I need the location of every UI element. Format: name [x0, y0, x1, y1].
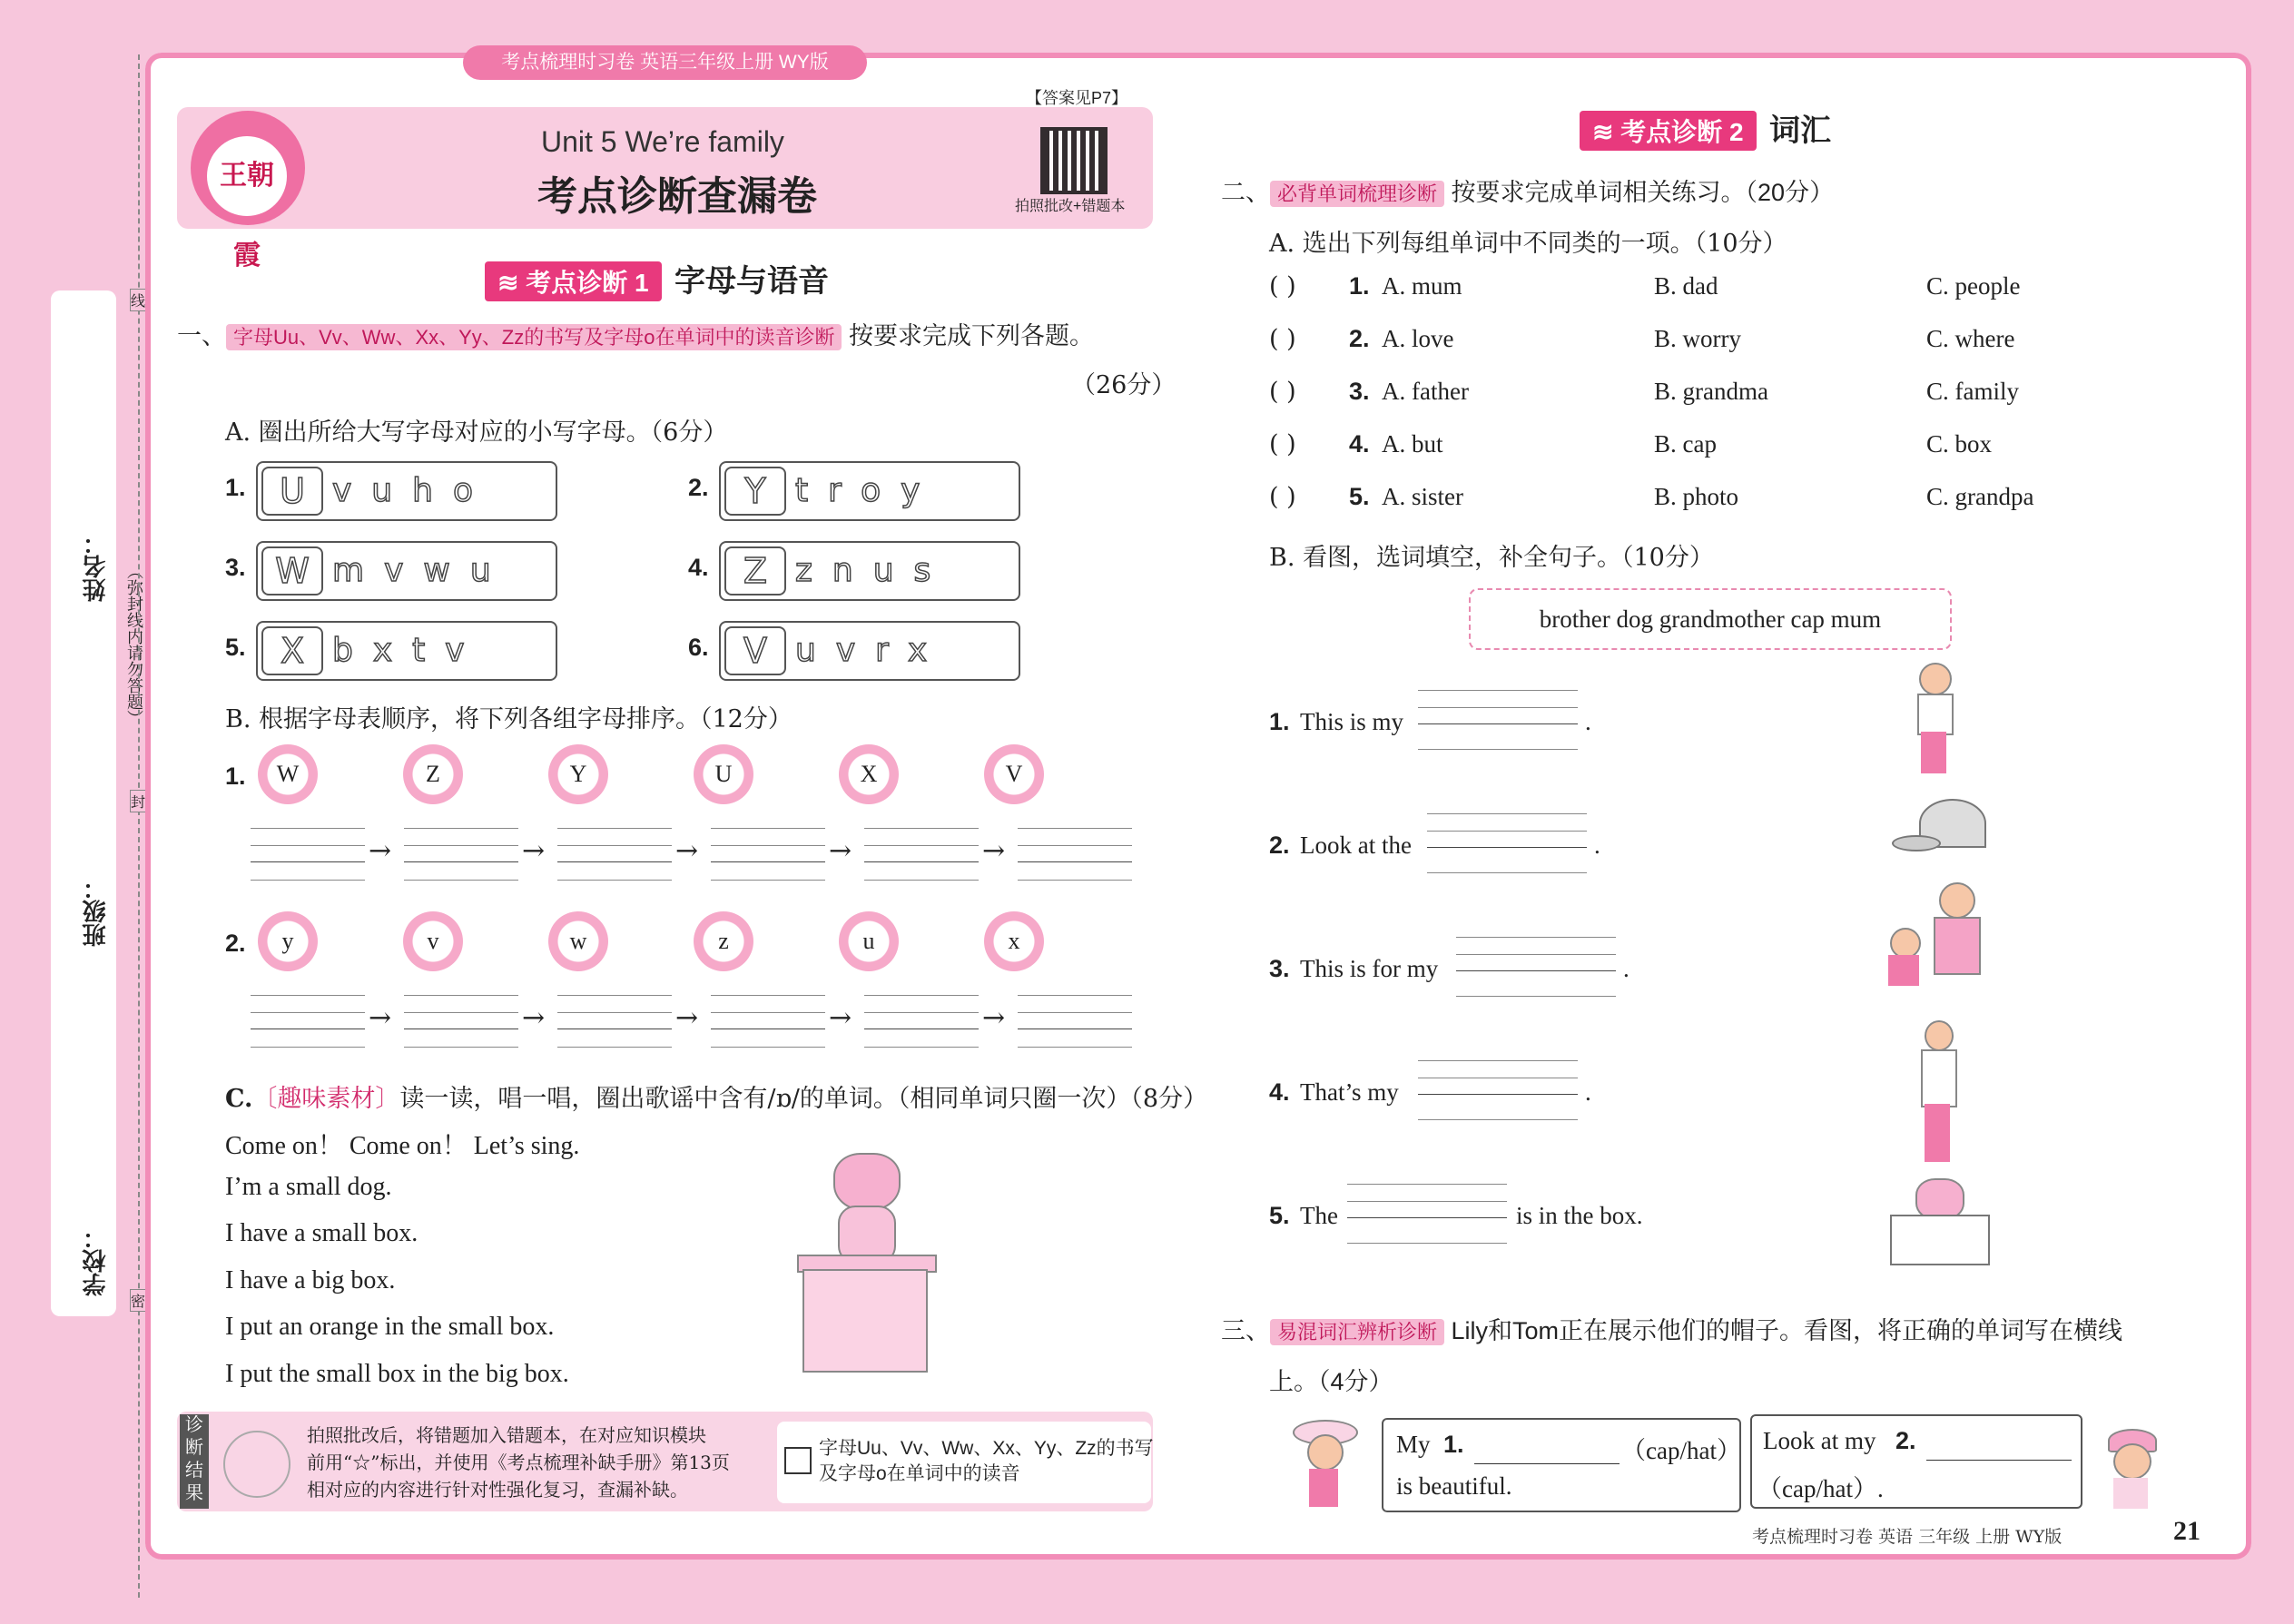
- q3-tag: 易混词汇辨析诊断: [1270, 1319, 1444, 1345]
- lowercase-options[interactable]: vuho: [332, 472, 493, 509]
- name-label: 姓名：: [82, 531, 109, 602]
- handwriting-lines[interactable]: [404, 995, 518, 1048]
- handwriting-lines[interactable]: [711, 995, 825, 1048]
- answer-bracket[interactable]: ( ): [1269, 378, 1296, 406]
- mi-mark: 密: [130, 1289, 146, 1312]
- sequence-arrow: →: [522, 835, 546, 867]
- q1a-letter-box: [719, 461, 1020, 521]
- handwriting-lines[interactable]: [251, 995, 365, 1048]
- sequence-arrow: →: [829, 1002, 852, 1034]
- bubble1-number: 1.: [1443, 1431, 1464, 1458]
- q3-text: Lily和Tom正在展示他们的帽子。看图，将正确的单词写在横线: [1451, 1317, 2123, 1344]
- q1a-item-number: 2.: [688, 474, 709, 501]
- song-line: I put the small box in the big box.: [225, 1359, 569, 1388]
- diagnosis-item: [819, 1436, 1154, 1487]
- q2a-option-b: B. photo: [1654, 483, 1739, 510]
- q1a-title: A. 圈出所给大写字母对应的小写字母。（6分）: [225, 418, 728, 447]
- sequence-arrow: →: [369, 835, 392, 867]
- q2b-item-number: 5.: [1269, 1202, 1290, 1229]
- section2-badge: ≋ 考点诊断 2: [1580, 111, 1757, 151]
- boy-face-icon: [223, 1431, 290, 1498]
- dog-in-box-illustration: [1885, 1178, 1992, 1265]
- footer-text: 考点梳理时习卷 英语 三年级 上册 WY版: [1752, 1527, 2063, 1547]
- qr-caption: 拍照批改+错题本: [1015, 199, 1126, 214]
- logo-text: 王朝霞: [207, 136, 287, 216]
- word-bank: brother dog grandmother cap mum: [1469, 588, 1952, 650]
- diagnosis-text: [307, 1422, 730, 1503]
- q3-text2: 上。（4分）: [1269, 1368, 1393, 1395]
- q2b-title: B. 看图，选词填空，补全句子。（10分）: [1269, 544, 1714, 572]
- bubble2-number: 2.: [1895, 1427, 1916, 1454]
- brand-logo: [191, 111, 305, 271]
- capital-letter: W: [261, 546, 323, 595]
- sentence-start: That’s my: [1300, 1078, 1399, 1106]
- lowercase-options[interactable]: bxtv: [332, 632, 485, 669]
- diagnosis-checkbox[interactable]: [784, 1447, 812, 1474]
- lily-speech-bubble: [1382, 1418, 1741, 1512]
- q1c-prefix: C.: [225, 1085, 253, 1113]
- letter-flower: [403, 911, 463, 971]
- feng-mark: 封: [130, 790, 146, 812]
- cap-illustration: [1892, 799, 1986, 853]
- letter-flower: [839, 744, 899, 804]
- song-line: I put an orange in the small box.: [225, 1313, 555, 1341]
- lily-illustration: [1289, 1420, 1358, 1511]
- q2a-option-c: C. family: [1926, 378, 2019, 405]
- lowercase-options[interactable]: uvrx: [795, 632, 948, 669]
- sequence-arrow: →: [829, 835, 852, 867]
- letter-flower: [694, 911, 753, 971]
- q1a-item-number: 3.: [225, 554, 246, 581]
- q2a-option-b: B. dad: [1654, 272, 1718, 300]
- capital-letter: V: [724, 626, 786, 675]
- q1-heading: [177, 316, 1094, 351]
- q2-heading: [1221, 172, 1834, 208]
- letter-flower: [984, 911, 1044, 971]
- bubble2-choices: （cap/hat）.: [1757, 1475, 1884, 1502]
- q2a-option-c: C. box: [1926, 430, 1993, 458]
- student-info-strip: [51, 290, 116, 1316]
- q1-points: （26分）: [1071, 371, 1177, 399]
- flower-letter: V: [1005, 761, 1023, 787]
- capital-letter: Y: [724, 467, 786, 516]
- sequence-arrow: →: [522, 1002, 546, 1034]
- flower-letter: Z: [426, 761, 440, 787]
- q2a-option-c: C. grandpa: [1926, 483, 2034, 510]
- q2a-item-number: 5.: [1349, 483, 1370, 510]
- song-line: I have a big box.: [225, 1265, 396, 1294]
- q1a-letter-box: [256, 541, 557, 601]
- q2b-answer-lines[interactable]: [1418, 690, 1578, 750]
- answer-reference: 【答案见P7】: [1026, 89, 1128, 107]
- sequence-arrow: →: [369, 1002, 392, 1034]
- q2a-item-number: 4.: [1349, 430, 1370, 458]
- sentence-start: This is for my: [1300, 955, 1439, 982]
- q1b-row-number: 1.: [225, 763, 246, 790]
- flower-letter: Y: [569, 761, 587, 787]
- q2a-item-number: 2.: [1349, 325, 1370, 352]
- q2a-option-c: C. where: [1926, 325, 2015, 352]
- handwriting-lines[interactable]: [557, 828, 672, 881]
- class-label: 班级：: [82, 876, 109, 947]
- letter-flower: [548, 911, 608, 971]
- q2b-answer-lines[interactable]: [1347, 1184, 1507, 1244]
- letter-flower: [548, 744, 608, 804]
- handwriting-lines[interactable]: [1018, 995, 1132, 1048]
- flower-letter: W: [276, 761, 300, 787]
- q1-prefix: 一、: [177, 322, 226, 349]
- q1c-heading: [225, 1078, 1207, 1114]
- flower-letter: w: [569, 928, 587, 954]
- capital-letter: X: [261, 626, 323, 675]
- unit-title: Unit 5 We’re family: [541, 125, 784, 158]
- diag-item-line2: 及字母o在单词中的读音: [819, 1463, 1020, 1484]
- lowercase-options[interactable]: znus: [795, 552, 951, 589]
- q2a-option-c: C. people: [1926, 272, 2021, 300]
- handwriting-lines[interactable]: [864, 828, 979, 881]
- flower-letter: y: [281, 928, 294, 954]
- q2-prefix: 二、: [1221, 179, 1270, 206]
- letter-flower: [694, 744, 753, 804]
- bubble1-prefix: My: [1396, 1431, 1431, 1458]
- answer-bracket[interactable]: ( ): [1269, 483, 1296, 511]
- letter-flower: [258, 744, 318, 804]
- section2-heading: [1580, 105, 1831, 151]
- q1a-letter-box: [256, 461, 557, 521]
- bubble1-suffix: is beautiful.: [1396, 1472, 1512, 1500]
- section1-title: 字母与语音: [674, 264, 830, 299]
- lowercase-options[interactable]: troy: [795, 472, 940, 509]
- q3-blank-2[interactable]: [1926, 1460, 2072, 1461]
- flower-letter: v: [427, 928, 439, 954]
- capital-letter: Z: [724, 546, 786, 595]
- q3-blank-1[interactable]: [1474, 1463, 1620, 1464]
- q2b-item-number: 3.: [1269, 955, 1290, 982]
- q1-text: 按要求完成下列各题。: [849, 322, 1094, 349]
- letter-flower: [258, 911, 318, 971]
- qr-code-icon[interactable]: [1040, 127, 1108, 194]
- diagnosis-label: 诊断结果: [180, 1414, 209, 1509]
- q2b-item-number: 4.: [1269, 1078, 1290, 1106]
- sentence-end: .: [1585, 1078, 1591, 1106]
- flower-letter: U: [714, 761, 733, 787]
- dog-on-box-illustration: [797, 1153, 933, 1371]
- q1a-item-number: 4.: [688, 554, 709, 581]
- q2a-option-b: B. grandma: [1654, 378, 1768, 405]
- grandmother-illustration: [1917, 1020, 1957, 1166]
- paper-title: 考点诊断查漏卷: [537, 174, 817, 219]
- q1b-row-number: 2.: [225, 930, 246, 957]
- flower-letter: z: [718, 928, 729, 954]
- song-line: I’m a small dog.: [225, 1172, 392, 1201]
- sentence-end: .: [1585, 708, 1591, 735]
- lowercase-options[interactable]: mvwu: [332, 552, 511, 589]
- sentence-end: is in the box.: [1516, 1202, 1643, 1229]
- handwriting-lines[interactable]: [864, 995, 979, 1048]
- q2a-option-a: A. but: [1382, 430, 1443, 458]
- q1c-title: 读一读，唱一唱，圈出歌谣中含有/ɒ/的单词。（相同单词只圈一次）（8分）: [399, 1085, 1208, 1113]
- q2a-item-number: 1.: [1349, 272, 1370, 300]
- sentence-start: Look at the: [1300, 832, 1412, 859]
- diag-item-line1: 字母Uu、Vv、Ww、Xx、Yy、Zz的书写: [819, 1438, 1154, 1459]
- q2a-option-a: A. father: [1382, 378, 1469, 405]
- answer-bracket[interactable]: ( ): [1269, 272, 1296, 300]
- letter-flower: [839, 911, 899, 971]
- q3-prefix: 三、: [1221, 1317, 1270, 1344]
- page-number: 21: [2173, 1516, 2200, 1546]
- flower-letter: u: [862, 928, 875, 954]
- tom-speech-bubble: [1750, 1414, 2082, 1509]
- section1-heading: [485, 256, 829, 301]
- brother-illustration: [1914, 663, 1954, 776]
- diag-line2: 前用“☆”标出，并使用《考点梳理补缺手册》第13页: [307, 1452, 730, 1473]
- q2a-option-a: A. sister: [1382, 483, 1463, 510]
- diag-line1: 拍照批改后，将错题加入错题本，在对应知识模块: [307, 1424, 706, 1446]
- sentence-start: This is my: [1300, 708, 1404, 735]
- sequence-arrow: →: [982, 1002, 1006, 1034]
- sequence-arrow: →: [675, 835, 699, 867]
- handwriting-lines[interactable]: [251, 828, 365, 881]
- seal-line: [138, 54, 140, 1598]
- sequence-arrow: →: [982, 835, 1006, 867]
- bubble1-choices: （cap/hat）: [1621, 1437, 1741, 1464]
- song-line: Come on！ Come on！ Let’s sing.: [225, 1132, 580, 1160]
- q1a-letter-box: [719, 541, 1020, 601]
- handwriting-lines[interactable]: [1018, 828, 1132, 881]
- q2b-item-number: 2.: [1269, 832, 1290, 859]
- series-banner: 考点梳理时习卷 英语三年级上册 WY版: [463, 45, 867, 80]
- q2a-option-a: A. love: [1382, 325, 1454, 352]
- sequence-arrow: →: [675, 1002, 699, 1034]
- q2a-option-b: B. worry: [1654, 325, 1741, 352]
- answer-bracket[interactable]: ( ): [1269, 430, 1296, 458]
- q2b-answer-lines[interactable]: [1418, 1060, 1578, 1120]
- q2-tag: 必背单词梳理诊断: [1270, 181, 1444, 207]
- mother-daughter-illustration: [1885, 882, 1992, 1008]
- bubble2-prefix: Look at my: [1763, 1427, 1876, 1454]
- q2b-answer-lines[interactable]: [1456, 937, 1616, 997]
- capital-letter: U: [261, 467, 323, 516]
- q2b-answer-lines[interactable]: [1427, 813, 1587, 873]
- q1a-item-number: 6.: [688, 634, 709, 661]
- xian-mark: 线: [130, 289, 146, 311]
- q1a-letter-box: [256, 621, 557, 681]
- q1b-title: B. 根据字母表顺序，将下列各组字母排序。（12分）: [225, 705, 793, 733]
- school-label: 学校：: [82, 1225, 109, 1296]
- handwriting-lines[interactable]: [557, 995, 672, 1048]
- seal-note: （弥封线内请勿答题）: [124, 563, 143, 726]
- sentence-end: .: [1623, 955, 1629, 982]
- q1a-letter-box: [719, 621, 1020, 681]
- q2a-option-a: A. mum: [1382, 272, 1462, 300]
- q1-tag: 字母Uu、Vv、Ww、Xx、Yy、Zz的书写及字母o在单词中的读音诊断: [226, 324, 842, 350]
- q1a-item-number: 5.: [225, 634, 246, 661]
- handwriting-lines[interactable]: [711, 828, 825, 881]
- flower-letter: X: [860, 761, 878, 787]
- flower-letter: x: [1008, 928, 1020, 954]
- tom-illustration: [2099, 1429, 2162, 1511]
- q2a-item-number: 3.: [1349, 378, 1370, 405]
- sentence-start: The: [1300, 1202, 1338, 1229]
- q2b-item-number: 1.: [1269, 708, 1290, 735]
- q3-heading: [1221, 1311, 2122, 1346]
- q1a-item-number: 1.: [225, 474, 246, 501]
- letter-flower: [984, 744, 1044, 804]
- q2a-title: A. 选出下列每组单词中不同类的一项。（10分）: [1269, 230, 1787, 258]
- handwriting-lines[interactable]: [404, 828, 518, 881]
- song-line: I have a small box.: [225, 1219, 418, 1247]
- section2-title: 词汇: [1769, 113, 1832, 148]
- letter-flower: [403, 744, 463, 804]
- answer-bracket[interactable]: ( ): [1269, 325, 1296, 353]
- q2-text: 按要求完成单词相关练习。（20分）: [1451, 179, 1835, 206]
- section1-badge: ≋ 考点诊断 1: [485, 261, 662, 301]
- diag-line3: 相对应的内容进行针对性强化复习，查漏补缺。: [307, 1479, 688, 1501]
- q1c-tag: 〔趣味素材〕: [252, 1085, 400, 1113]
- q2a-option-b: B. cap: [1654, 430, 1717, 458]
- sentence-end: .: [1594, 832, 1600, 859]
